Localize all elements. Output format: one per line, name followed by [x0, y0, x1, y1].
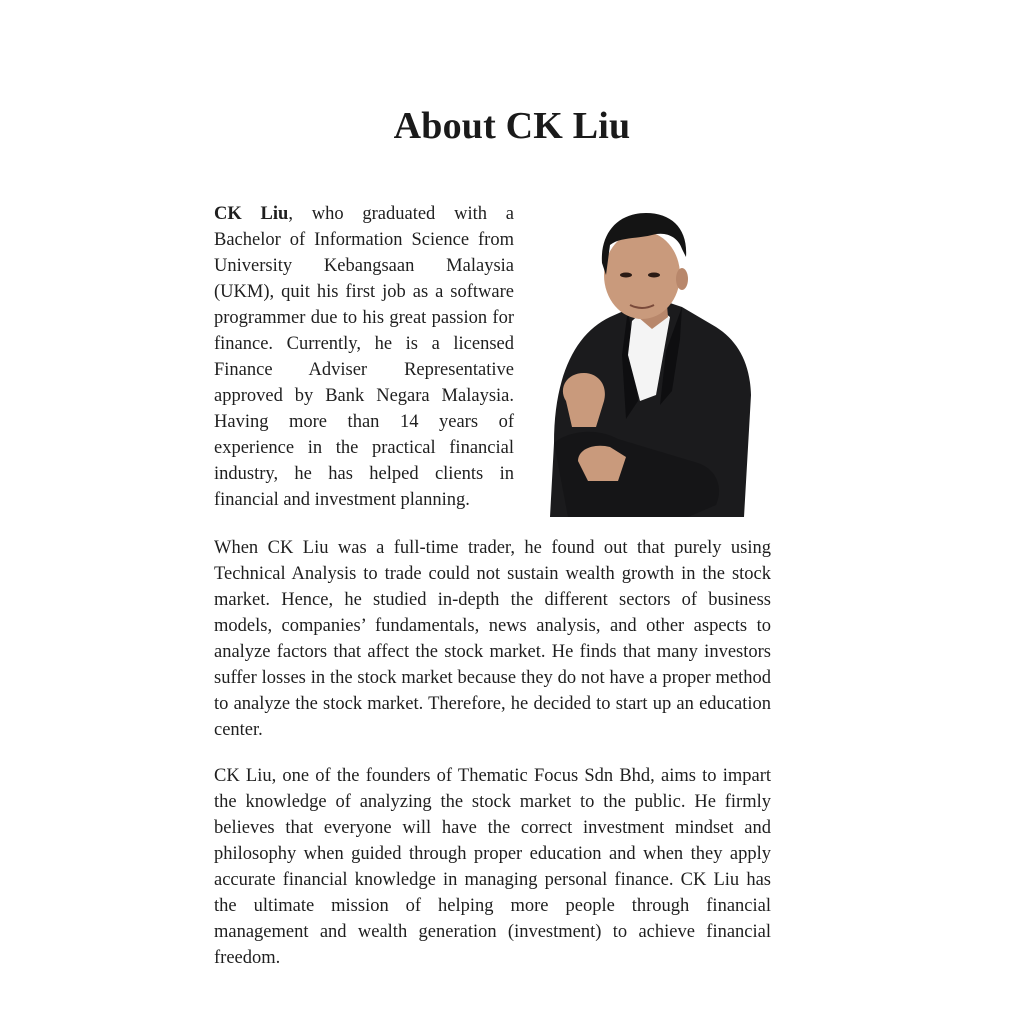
intro-text: , who graduated with a Bachelor of Information Science from University Kebangsaan Malaysia (UKM), quit his first job as a software programmer due to his great passion for finance. Currently, he is a licensed Finance Adviser Representative approved by Bank Negara Malaysia. Having more than 14 years of experience in the practical financial industry, he has helped clients in financial and investment planning. — [214, 204, 514, 510]
intro-name: CK Liu — [214, 204, 289, 224]
portrait-face — [604, 231, 680, 319]
intro-paragraph — [214, 201, 514, 513]
body-paragraph-2: When CK Liu was a full-time trader, he found out that purely using Technical Analysis to trade could not sustain wealth growth in the stock market. Hence, he studied in-depth the different sectors of business models, companies’ fundamentals, news analysis, and other aspects to analyze factors that affect the stock market. He finds that many investors suffer losses in the stock market because they do not have a proper method to analyze the stock market. Therefore, he decided to start up an education center. — [214, 538, 771, 740]
page-title: About CK Liu — [393, 105, 631, 147]
portrait-eye-left — [620, 273, 632, 278]
portrait-ear — [676, 268, 688, 290]
author-portrait-photo — [548, 205, 754, 517]
body-paragraph-3: CK Liu, one of the founders of Thematic Focus Sdn Bhd, aims to impart the knowledge of analyzing the stock market to the public. He firmly believes that everyone will have the correct investment mindset and philosophy when guided through proper education and when they apply accurate financial knowledge in managing personal finance. CK Liu has the ultimate mission of helping more people through financial management and wealth generation (investment) to achieve financial freedom. — [214, 766, 771, 968]
portrait-eye-right — [648, 273, 660, 278]
